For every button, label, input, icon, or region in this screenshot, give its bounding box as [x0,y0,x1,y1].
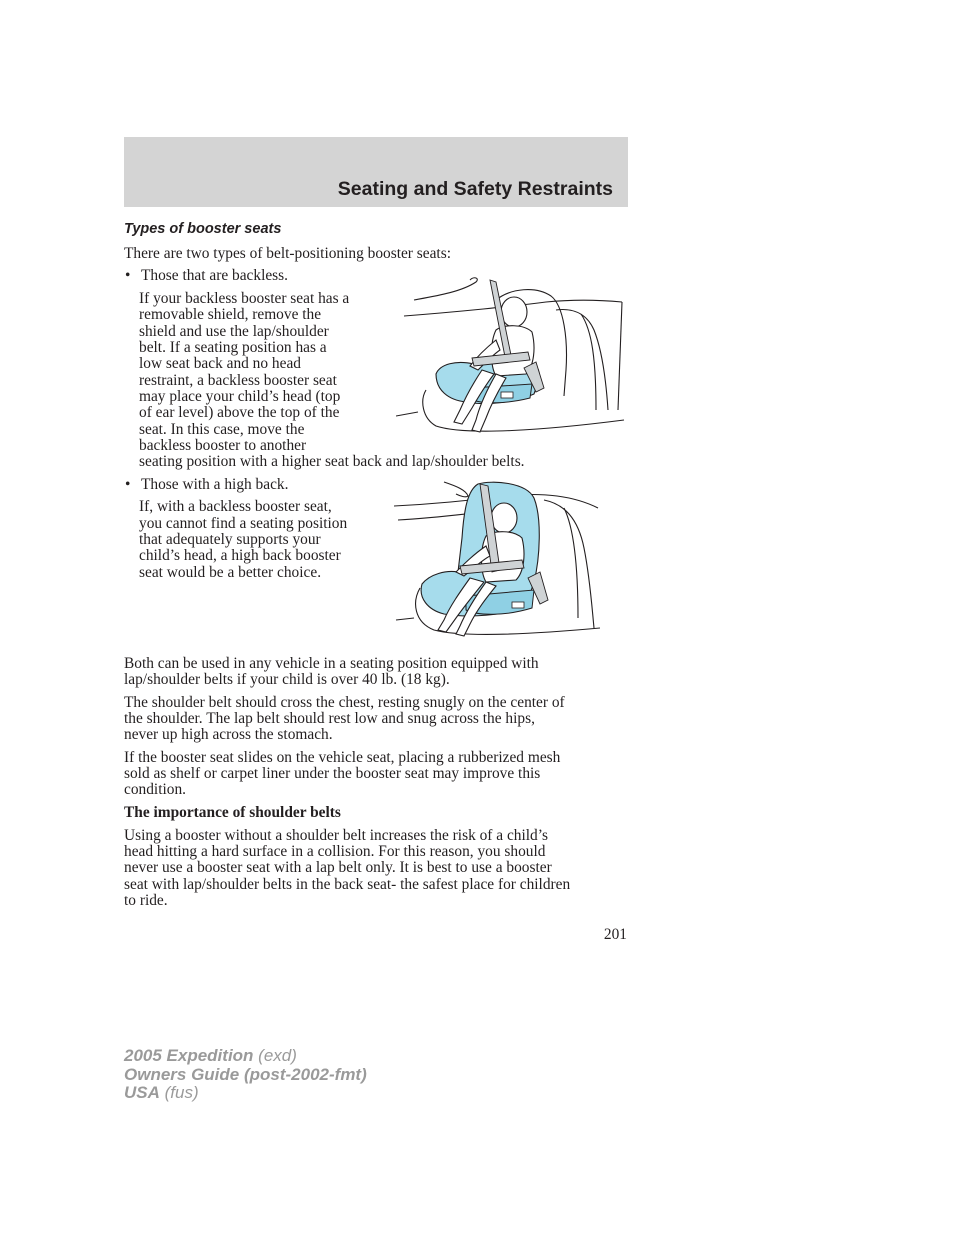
page-number: 201 [603,926,627,943]
document-footer [124,1047,367,1103]
header-bar [124,137,628,207]
backless-booster-seat-illustration [396,270,628,436]
text-line: shield and use the lap/shoulder [139,323,329,340]
text-line: seating position with a higher seat back and lap/shoulder belts. [139,453,525,470]
text-line: seat with lap/shoulder belts in the back seat- the safest place for children [124,876,571,893]
intro-text: There are two types of belt-positioning booster seats: [124,245,451,262]
footer-market-code: (fus) [159,1083,199,1102]
text-line: backless booster to another [139,437,307,454]
text-line: The shoulder belt should cross the chest, resting snugly on the center of [124,694,565,711]
text-line: sold as shelf or carpet liner under the booster seat may improve this [124,765,541,782]
text-line: may place your child’s head (top [139,388,341,405]
text-line: If, with a backless booster seat, [139,498,332,515]
footer-market: USA [124,1083,160,1102]
text-line: If the booster seat slides on the vehicle seat, placing a rubberized mesh [124,749,561,766]
page-section-title: Seating and Safety Restraints [337,178,613,200]
subheading-shoulder-belts: The importance of shoulder belts [124,804,341,821]
footer-guide: Owners Guide (post-2002-fmt) [124,1064,367,1084]
text-line: condition. [124,781,186,798]
text-line: If your backless booster seat has a [139,290,350,307]
text-line: head hitting a hard surface in a collision. For this reason, you should [124,843,546,860]
bullet-dot: • [125,476,131,493]
text-line: the shoulder. The lap belt should rest low and snug across the hips, [124,710,535,727]
bullet-high-back-label: Those with a high back. [141,476,289,493]
text-line: child’s head, a high back booster [139,547,341,564]
text-line: you cannot find a seating position [139,515,348,532]
text-line: never use a booster seat with a lap belt only. It is best to use a booster [124,859,552,876]
text-line: Both can be used in any vehicle in a seating position equipped with [124,655,539,672]
text-line: that adequately supports your [139,531,321,548]
text-line: never up high across the stomach. [124,726,333,743]
text-line: removable shield, remove the [139,306,322,323]
footer-model-code: (exd) [253,1046,297,1065]
text-line: to ride. [124,892,168,909]
text-line: of ear level) above the top of the [139,404,340,421]
section-heading: Types of booster seats [124,221,282,237]
high-back-booster-seat-illustration [394,478,600,638]
text-line: Using a booster without a shoulder belt increases the risk of a child’s [124,827,549,844]
text-line: belt. If a seating position has a [139,339,327,356]
text-line: seat would be a better choice. [139,564,322,581]
text-line: restraint, a backless booster seat [139,372,337,389]
text-line: low seat back and no head [139,355,301,372]
footer-model: 2005 Expedition [124,1046,254,1065]
bullet-dot: • [125,267,131,284]
text-line: seat. In this case, move the [139,421,305,438]
text-line: lap/shoulder belts if your child is over 40 lb. (18 kg). [124,671,450,688]
bullet-backless-label: Those that are backless. [141,267,289,284]
